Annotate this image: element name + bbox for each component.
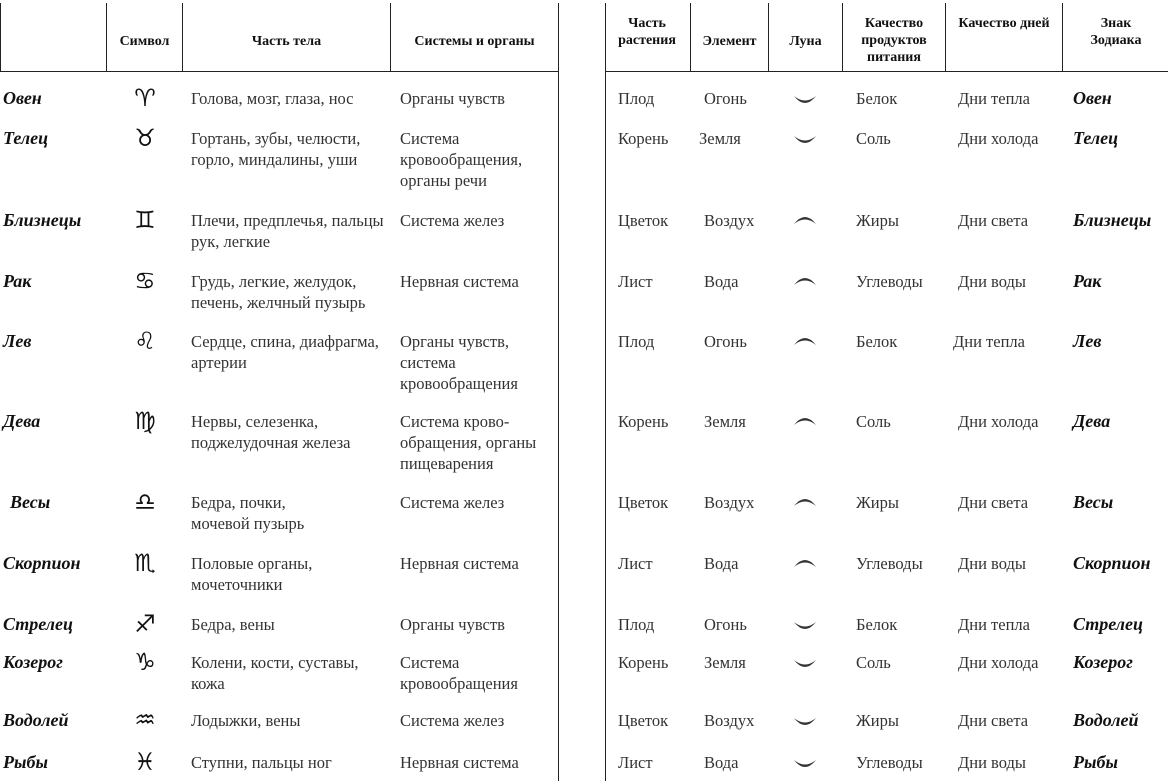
element: Воздух <box>704 493 755 512</box>
systems: Органы чувств <box>400 615 505 634</box>
day-quality: Дни света <box>958 493 1029 512</box>
sign-name: Телец <box>3 128 49 148</box>
systems: Система желез <box>400 211 505 230</box>
body-part: Колени, кости, суставы, кожа <box>191 653 359 693</box>
plant-part: Корень <box>618 653 669 672</box>
element: Земля <box>704 653 746 672</box>
plant-part: Цветок <box>618 211 669 230</box>
left-table-border <box>0 3 1 71</box>
systems: Система крово-обращения, органы пищеварения <box>400 412 537 473</box>
day-quality: Дни воды <box>958 272 1026 291</box>
day-quality: Дни холода <box>958 653 1039 672</box>
body-part: Грудь, легкие, желудок, печень, желчный пузырь <box>191 272 366 312</box>
plant-part: Плод <box>618 89 655 108</box>
systems: Органы чувств, система кровообращения <box>400 332 518 393</box>
sign-name: Рыбы <box>3 752 48 772</box>
header-systems: Системы и органы <box>414 34 535 49</box>
food-quality: Белок <box>856 89 898 108</box>
libra-symbol-icon: ♎ <box>134 488 156 516</box>
header-body-part: Часть тела <box>251 34 322 49</box>
zodiac-sign: Скорпион <box>1073 553 1151 573</box>
food-quality: Белок <box>856 615 898 634</box>
header-day-quality: Качество дней <box>958 16 1050 31</box>
plant-part: Плод <box>618 332 655 351</box>
scorpio-symbol-icon: ♏ <box>134 549 156 577</box>
plant-part: Цветок <box>618 711 669 730</box>
moon-ascending-icon <box>792 555 818 569</box>
sign-name: Стрелец <box>3 614 74 634</box>
food-quality: Соль <box>856 129 891 148</box>
element: Воздух <box>704 711 755 730</box>
body-part: Нервы, селезенка, поджелудочная железа <box>191 412 351 452</box>
header-plant-part: Часть растения <box>618 16 676 48</box>
body-part: Гортань, зубы, челюсти, горло, миндалины, уши <box>191 129 361 169</box>
body-part: Голова, мозг, глаза, нос <box>191 89 354 108</box>
body-part: Сердце, спина, диафрагма, артерии <box>191 332 388 372</box>
header-food-quality: Качество продуктов питания <box>861 16 927 65</box>
aries-symbol-icon: ♈ <box>134 84 156 112</box>
element: Огонь <box>704 332 747 351</box>
body-part: Плечи, предплечья, пальцы рук, легкие <box>191 211 384 251</box>
virgo-symbol-icon: ♍ <box>134 407 156 435</box>
sign-name: Водолей <box>3 710 69 730</box>
food-quality: Жиры <box>856 711 899 730</box>
element: Огонь <box>704 89 747 108</box>
plant-part: Лист <box>618 554 653 573</box>
moon-ascending-icon <box>792 273 818 287</box>
moon-descending-icon <box>792 620 818 634</box>
zodiac-sign: Овен <box>1073 88 1112 108</box>
food-quality: Жиры <box>856 493 899 512</box>
element: Земля <box>699 129 741 148</box>
food-quality: Соль <box>856 653 891 672</box>
food-quality: Жиры <box>856 211 899 230</box>
sign-name: Близнецы <box>3 210 82 230</box>
header-symbol: Символ <box>119 34 170 49</box>
cancer-symbol-icon: ♋ <box>134 267 156 295</box>
element: Вода <box>704 272 739 291</box>
element: Вода <box>704 753 739 772</box>
element: Огонь <box>704 615 747 634</box>
systems: Нервная система <box>400 753 519 772</box>
day-quality: Дни воды <box>958 753 1026 772</box>
sign-name: Козерог <box>3 652 63 672</box>
zodiac-sign: Близнецы <box>1073 210 1152 230</box>
element: Вода <box>704 554 739 573</box>
zodiac-sign: Стрелец <box>1073 614 1144 634</box>
zodiac-sign: Рак <box>1073 271 1102 291</box>
food-quality: Углеводы <box>856 272 923 291</box>
body-part: Половые органы, мочеточники <box>191 554 313 594</box>
gemini-symbol-icon: ♊ <box>134 206 156 234</box>
zodiac-sign: Лев <box>1073 331 1102 351</box>
plant-part: Лист <box>618 753 653 772</box>
sign-name: Скорпион <box>3 553 81 573</box>
sign-name: Рак <box>3 271 32 291</box>
day-quality: Дни света <box>958 211 1029 230</box>
header-element: Элемент <box>702 34 757 49</box>
pisces-symbol-icon: ♓ <box>134 748 156 776</box>
right-table-border <box>605 3 606 781</box>
plant-part: Лист <box>618 272 653 291</box>
systems: Нервная система <box>400 554 519 573</box>
systems: Система кровообращения <box>400 653 518 693</box>
zodiac-sign: Дева <box>1073 411 1111 431</box>
aquarius-symbol-icon: ♒ <box>134 706 156 734</box>
plant-part: Цветок <box>618 493 669 512</box>
moon-descending-icon <box>792 134 818 148</box>
systems: Система желез <box>400 711 505 730</box>
taurus-symbol-icon: ♉ <box>134 124 156 152</box>
moon-descending-icon <box>792 94 818 108</box>
body-part: Бедра, вены <box>191 615 275 634</box>
moon-ascending-icon <box>792 413 818 427</box>
col-divider <box>842 3 843 71</box>
col-divider <box>1062 3 1063 71</box>
moon-descending-icon <box>792 658 818 672</box>
day-quality: Дни воды <box>958 554 1026 573</box>
body-part: Ступни, пальцы ног <box>191 753 332 772</box>
zodiac-sign: Телец <box>1073 128 1119 148</box>
day-quality: Дни холода <box>958 412 1039 431</box>
capricorn-symbol-icon: ♑ <box>134 648 156 676</box>
moon-ascending-icon <box>792 333 818 347</box>
element: Земля <box>704 412 746 431</box>
zodiac-sign: Козерог <box>1073 652 1133 672</box>
moon-ascending-icon <box>792 494 818 508</box>
element: Воздух <box>704 211 755 230</box>
plant-part: Плод <box>618 615 655 634</box>
systems: Система кровообращения, органы речи <box>400 129 523 190</box>
col-divider <box>945 3 946 71</box>
day-quality: Дни тепла <box>958 89 1030 108</box>
leo-symbol-icon: ♌ <box>134 327 156 355</box>
sign-name: Дева <box>3 411 41 431</box>
food-quality: Углеводы <box>856 554 923 573</box>
systems: Нервная система <box>400 272 519 291</box>
sagittarius-symbol-icon: ♐ <box>134 610 156 638</box>
body-part: Лодыжки, вены <box>191 711 301 730</box>
header-rule <box>605 71 1168 72</box>
day-quality: Дни тепла <box>958 615 1030 634</box>
sign-name: Весы <box>10 492 51 512</box>
systems: Органы чувств <box>400 89 505 108</box>
plant-part: Корень <box>618 129 669 148</box>
systems: Система желез <box>400 493 505 512</box>
moon-descending-icon <box>792 716 818 730</box>
day-quality: Дни тепла <box>953 332 1025 351</box>
moon-ascending-icon <box>792 212 818 226</box>
sign-name: Лев <box>3 331 32 351</box>
plant-part: Корень <box>618 412 669 431</box>
moon-descending-icon <box>792 758 818 772</box>
header-zodiac-sign: Знак Зодиака <box>1090 16 1142 48</box>
food-quality: Белок <box>856 332 898 351</box>
day-quality: Дни света <box>958 711 1029 730</box>
zodiac-sign: Весы <box>1073 492 1114 512</box>
zodiac-sign: Водолей <box>1073 710 1139 730</box>
header-moon: Луна <box>789 34 822 49</box>
header-rule <box>0 71 559 72</box>
sign-name: Овен <box>3 88 42 108</box>
zodiac-sign: Рыбы <box>1073 752 1118 772</box>
day-quality: Дни холода <box>958 129 1039 148</box>
body-part: Бедра, почки, мочевой пузырь <box>191 493 305 533</box>
food-quality: Соль <box>856 412 891 431</box>
food-quality: Углеводы <box>856 753 923 772</box>
